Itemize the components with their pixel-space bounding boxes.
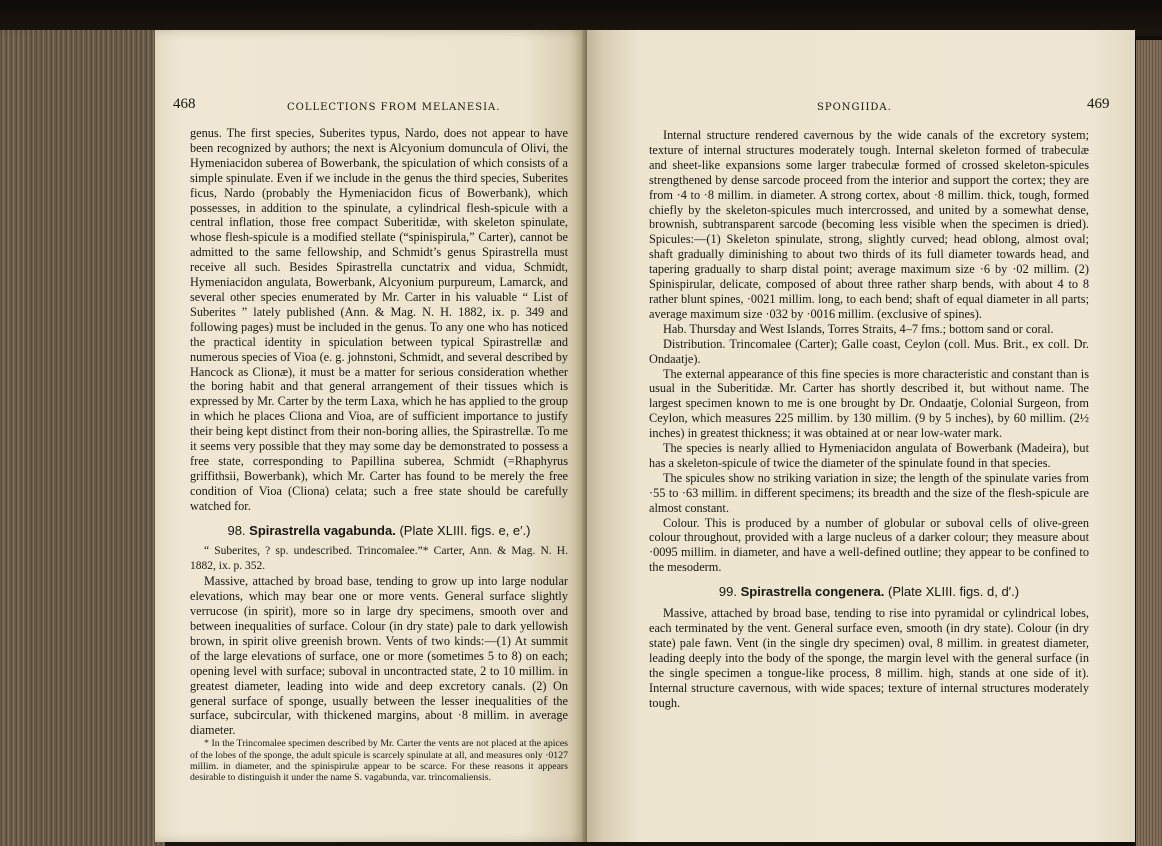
section-99-number: 99.	[718, 584, 737, 600]
right-page	[587, 30, 1135, 842]
footnote: * In the Trincomalee specimen described by Mr. Carter the vents are not placed at the apices of the lobes of the sponge, the adult spicule is scarcely spinulate at all, and measures only ·0127 millim. in diameter, and the spinispirulæ appear to be scarce. For these reasons it appears desirable to distinguish it under the name S. vagabunda, var. trincomaliensis.	[190, 738, 568, 784]
left-page-number: 468	[173, 96, 196, 112]
internal-structure-paragraph: Internal structure rendered cavernous by the wide canals of the excretory system; texture of internal structures moderately tough. Internal skeleton formed of trabeculæ and sheet-like expansions some larger trabeculæ formed of crossed skeleton-spicules strengthened by dense sarcode proceed from the interior and support the cortex; they are from ·4 to ·8 millim. in diameter. A strong cortex, about ·8 millim. thick, tough, formed chiefly by the skeleton-spicules much intercrossed, and united by a somewhat dense, brownish, subtransparent sarcode (becoming less visible when the specimen is dried). Spicules:—(1) Skeleton spinulate, strong, slightly curved; head oblong, almost oval; shaft gradually diminishing to about two thirds of its full diameter towards head, and tapering gradually to sharp distal point; average maximum size ·6 by ·02 millim. (2) Spinispirular, delicate, composed of about three rather sharp bends, with about 4 to 8 rather blunt spines, ·0021 millim. long, to each bend; shaft of equal diameter in all parts; average maximum size ·032 by ·0016 millim. (exclusive of spines).	[649, 128, 1089, 321]
intro-paragraph: genus. The first species, Suberites typus, Nardo, does not appear to have been recognized by authors; the next is Alcyonium domuncula of Olivi, the Hymeniacidon suberea of Bowerbank, the spiculation of which consists of a simple spinulate. Even if we include in the genus the third species, Suberites ficus, Nardo (probably the Hymeniacidon ficus of Bowerbank), which possesses, in addition to the spinulate, a cylindrical flesh-spicule with a central inflation, those free compact Suberitidæ, with skeleton spinulate, whose flesh-spicule is a modified stellate (“spinispirula,” Carter), cannot be admitted to the same fellowship, and Schmidt’s genus Spirastrella must receive all such. Besides Spirastrella cunctatrix and vidua, Schmidt, Hymeniacidon angulata, Bowerbank, Alcyonium purpureum, Lamarck, and several other species enumerated by Mr. Carter in his valuable “ List of Suberites ” lately published (Ann. & Mag. N. H. 1882, ix. p. 349 and following pages) must be included in the genus. To any one who has noticed the practical identity in spiculation between typical Spirastrellæ and numerous species of Vioa (e. g. johnstoni, Schmidt, and several described by Hancock as Clionæ), it must be a matter for serious consideration whether the boring habit and that general arrangement of their tissues which is expressed by Mr. Carter by the term Laxa, which he has applied to the group in which he places Cliona and Vioa, are of sufficient importance to justify their being kept distinct from their non-boring allies, the Spirastrellæ. To me it seems very possible that they may some day be demonstrated to possess a free state, corresponding to Papillina suberea, Schmidt (=Rhaphyrus griffithsii, Bowerbank), which Mr. Carter has found to be merely the free condition of Vioa (Cliona) celata; such a free state should be carefully watched for.	[190, 126, 568, 513]
allied-species-paragraph: The species is nearly allied to Hymeniacidon angulata of Bowerbank (Madeira), but has a skeleton-spicule of twice the diameter of the spinulate found in that species.	[649, 441, 1089, 470]
external-appearance-paragraph: The external appearance of this fine species is more characteristic and constant than is usual in the Suberitidæ. Mr. Carter has shortly described it, but without name. The largest specimen known to me is one brought by Dr. Ondaatje, Colonial Surgeon, from Ceylon, which measures 225 millim. by 130 millim. (9 by 5 inches), by 60 millim. (2½ inches) in greatest thickness; it was obtained at or near low-water mark.	[649, 366, 1089, 441]
left-page	[155, 30, 587, 842]
section-98-plate: (Plate XLIII. figs. e, e′.)	[399, 522, 531, 538]
left-running-head: COLLECTIONS FROM MELANESIA.	[287, 102, 501, 113]
section-98-description: Massive, attached by broad base, tending to grow up into large nodular elevations, which may bear one or more vents. General surface slightly verrucose (in spirit), more so in large dry specimens, smooth over and between inequalities of surface. Colour (in dry state) pale to dark yellowish brown, in spirit olive greenish brown. Vents of two kinds:—(1) At summit of the large elevations of surface, one or more (sometimes 5 to 8) on each; opening level with surface; suboval in uncontracted state, 2 to 10 millim. in greatest diameter, leading into wide and deep excretory canals. (2) On general surface of sponge, usually between the lesser inequalities of the surface, subcircular, with thickened margins, about ·8 millim. in average diameter.	[190, 574, 568, 738]
distribution-paragraph: Distribution. Trincomalee (Carter); Galle coast, Ceylon (coll. Mus. Brit., ex coll. Dr. Ondaatje).	[649, 336, 1089, 366]
right-page-edges	[1136, 40, 1162, 846]
colour-paragraph: Colour. This is produced by a number of globular or suboval cells of olive-green colour throughout, provided with a large nucleus of a darker colour; they measure about ·0095 millim. in diameter, and have a well-defined outline; they appear to be confined to the mesoderm.	[649, 515, 1089, 575]
section-98-number: 98.	[227, 522, 246, 538]
section-99-plate: (Plate XLIII. figs. d, d′.)	[888, 584, 1020, 600]
right-running-head: SPONGIIDA.	[817, 102, 892, 113]
section-98-heading	[190, 524, 568, 539]
section-99-description: Massive, attached by broad base, tending to rise into pyramidal or cylindrical lobes, each terminated by the vent. General surface even, smooth (in dry state). Colour (in dry state) pale fawn. Vent (in the single dry specimen) oval, 8 millim. in greatest diameter, leading deeply into the body of the sponge, the margin level with the general surface (in the single specimen a tongue-like process, 8 millim. high, stands at one side of it). Internal structure cavernous, with wide spaces; texture of internal structures moderately tough.	[649, 606, 1089, 710]
section-99-name: Spirastrella congenera.	[740, 584, 885, 600]
section-98-synonymy: “ Suberites, ? sp. undescribed. Trincomalee.”* Carter, Ann. & Mag. N. H. 1882, ix. p. 352.	[190, 545, 568, 573]
section-98-name: Spirastrella vagabunda.	[249, 522, 396, 538]
section-99-heading	[649, 585, 1089, 600]
left-page-edges	[0, 30, 165, 846]
right-page-number: 469	[1087, 96, 1110, 112]
spicules-paragraph: The spicules show no striking variation in size; the length of the spinulate varies from ·55 to ·63 millim. in different specimens; its breadth and the size of the flesh-spicule are almost constant.	[649, 470, 1089, 515]
habitat-paragraph: Hab. Thursday and West Islands, Torres Straits, 4–7 fms.; bottom sand or coral.	[663, 321, 1054, 336]
right-text-column	[649, 128, 1089, 710]
left-text-column	[190, 126, 568, 784]
